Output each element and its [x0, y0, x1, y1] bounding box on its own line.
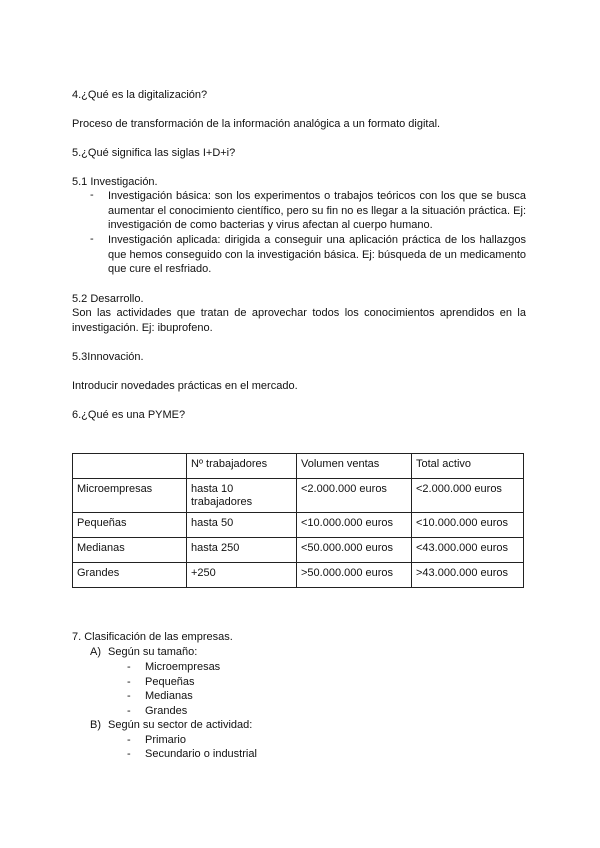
table-header-row [73, 454, 524, 479]
question-4-title: 4.¿Qué es la digitalización? [72, 89, 208, 101]
list-item: Pequeñas [145, 676, 195, 688]
table-cell: Medianas [73, 538, 187, 563]
table-row [73, 479, 524, 513]
table-cell: +250 [187, 563, 297, 588]
pyme-table [72, 453, 524, 588]
table-cell: <10.000.000 euros [412, 513, 524, 538]
list-dash: - [127, 705, 131, 717]
section-5-3-title: 5.3Innovación. [72, 351, 144, 363]
table-header-cell [73, 454, 187, 479]
list-item: Grandes [145, 705, 188, 717]
table-header-cell: Volumen ventas [297, 454, 412, 479]
section-5-2-text: Son las actividades que tratan de aprovechar todos los conocimientos aprendidos en la investigación. Ej: ibuprofeno. [72, 307, 526, 334]
bullet-dash: - [90, 233, 94, 245]
question-7-title: 7. Clasificación de las empresas. [72, 631, 233, 643]
bullet-text: Investigación aplicada: dirigida a conseguir una aplicación práctica de los hallazgos que hemos conseguido con la investigación básica. Ej: búsqueda de un medicamento que cure el resfriado. [108, 234, 526, 276]
list-dash: - [127, 661, 131, 673]
table-header-cell: Nº trabajadores [187, 454, 297, 479]
table-cell: Microempresas [73, 479, 187, 513]
section-5-1-title: 5.1 Investigación. [72, 176, 158, 188]
table-cell: <43.000.000 euros [412, 538, 524, 563]
section-5-3-text: Introducir novedades prácticas en el mercado. [72, 380, 298, 392]
table-cell: >50.000.000 euros [297, 563, 412, 588]
table-header-cell: Total activo [412, 454, 524, 479]
table-cell: <10.000.000 euros [297, 513, 412, 538]
question-4-answer: Proceso de transformación de la información analógica a un formato digital. [72, 118, 441, 130]
list-item: Primario [145, 734, 186, 746]
section-5-2-title: 5.2 Desarrollo. [72, 293, 144, 305]
table-row [73, 513, 524, 538]
table-cell: Pequeñas [73, 513, 187, 538]
table-row [73, 563, 524, 588]
group-b-marker: B) [90, 719, 101, 731]
table-cell: <2.000.000 euros [297, 479, 412, 513]
table-cell: hasta 250 [187, 538, 297, 563]
list-item: Medianas [145, 690, 193, 702]
table-cell: hasta 50 [187, 513, 297, 538]
table-cell: <50.000.000 euros [297, 538, 412, 563]
list-dash: - [127, 748, 131, 760]
bullet-dash: - [90, 189, 94, 201]
table-cell: <2.000.000 euros [412, 479, 524, 513]
list-dash: - [127, 676, 131, 688]
group-a-marker: A) [90, 646, 101, 658]
bullet-investigacion-aplicada [90, 233, 526, 277]
table-row [73, 538, 524, 563]
bullet-investigacion-basica [90, 189, 526, 233]
group-a-label: Según su tamaño: [108, 646, 198, 658]
list-item: Secundario o industrial [145, 748, 257, 760]
question-6-title: 6.¿Qué es una PYME? [72, 409, 186, 421]
table-cell: >43.000.000 euros [412, 563, 524, 588]
list-dash: - [127, 690, 131, 702]
group-b-label: Según su sector de actividad: [108, 719, 253, 731]
table-cell: hasta 10 trabajadores [187, 479, 297, 513]
question-5-title: 5.¿Qué significa las siglas I+D+i? [72, 147, 236, 159]
bullet-text: Investigación básica: son los experimentos o trabajos teóricos con los que se busca aumentar el conocimiento científico, pero su fin no es llegar a la situación práctica. Ej: investigación de como bacterias y virus afectan al cuerpo humano. [108, 190, 526, 232]
list-dash: - [127, 734, 131, 746]
list-item: Microempresas [145, 661, 221, 673]
table-cell: Grandes [73, 563, 187, 588]
